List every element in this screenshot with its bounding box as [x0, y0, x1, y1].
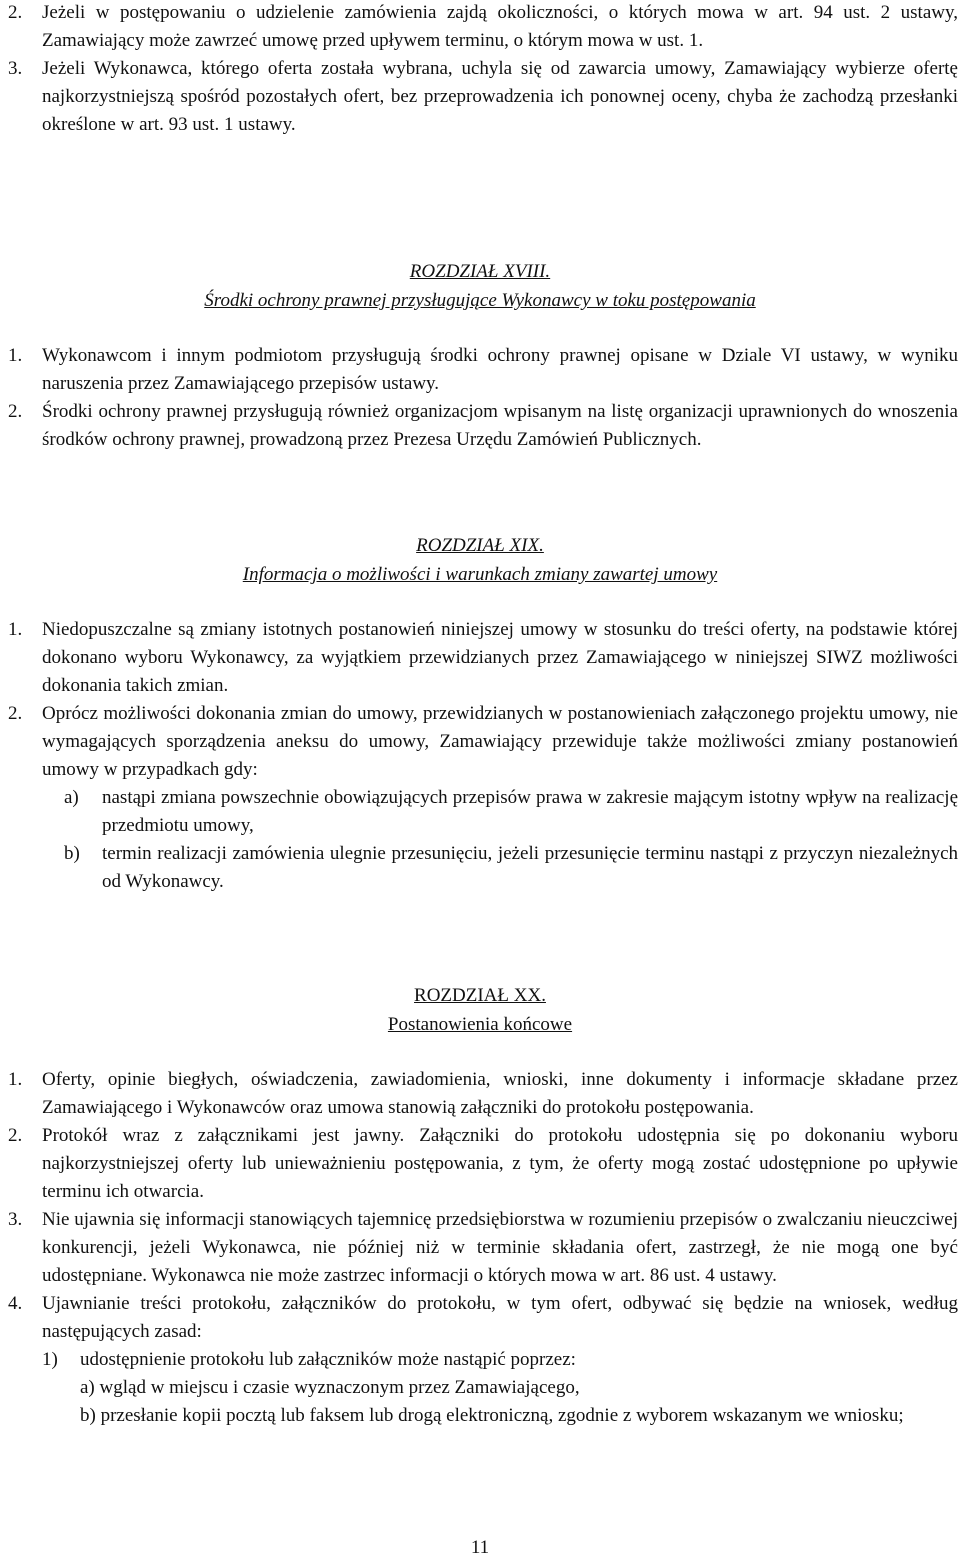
- item-text: Jeżeli Wykonawca, którego oferta została wybrana, uchyla się od zawarcia umowy, Zamawiający wybierze ofertę najkorzystniejszą spośród pozostałych ofert, bez przeprowadzenia ich ponownej oceny, chyba że zachodzą przesłanki określone w art. 93 ust. 1 ustawy.: [42, 58, 958, 135]
- item-text: Oferty, opinie biegłych, oświadczenia, zawiadomienia, wnioski, inne dokumenty i informacje składane przez Zamawiającego i Wykonawców oraz umowa stanowią załączniki do protokołu postępowania.: [42, 1069, 958, 1118]
- point-number: 1): [42, 1349, 58, 1370]
- chapter-18: [0, 257, 960, 315]
- list-item: [0, 342, 960, 398]
- list-item: [0, 55, 960, 139]
- chapter-heading: ROZDZIAŁ XX.: [414, 985, 546, 1006]
- item-number: 2.: [8, 2, 23, 23]
- item-number: 1.: [8, 345, 23, 366]
- list-item: [0, 398, 960, 454]
- item-number: 1.: [8, 619, 23, 640]
- point-sub-item: [0, 1402, 960, 1430]
- list-item: [0, 1122, 960, 1206]
- page-number: 11: [470, 1537, 490, 1558]
- list-item: [0, 1206, 960, 1290]
- chapter-heading: ROZDZIAŁ XIX.: [416, 535, 544, 556]
- list-item: [0, 1066, 960, 1122]
- chapter-subheading: Informacja o możliwości i warunkach zmiany zawartej umowy: [242, 564, 718, 585]
- item-text: Środki ochrony prawnej przysługują również organizacjom wpisanym na listę organizacji uprawnionych do wnoszenia środków ochrony prawnej, prowadzoną przez Prezesa Urzędu Zamówień Publicznych.: [42, 401, 958, 450]
- sub-list-item: [0, 840, 960, 896]
- section-continuation: [0, 0, 960, 139]
- item-text: Nie ujawnia się informacji stanowiących tajemnicę przedsiębiorstwa w rozumieniu przepisów o zwalczaniu nieuczciwej konkurencji, jeżeli Wykonawca, nie później niż w terminie składania ofert, zastrzegł, że nie mogą one być udostępniane. Wykonawca nie może zastrzec informacji o których mowa w art. 86 ust. 4 ustawy.: [42, 1209, 958, 1286]
- chapter-19: [0, 531, 960, 589]
- item-number: 3.: [8, 1209, 23, 1230]
- sub-item-text: nastąpi zmiana powszechnie obowiązujących przepisów prawa w zakresie mającym istotny wpływ na realizację przedmiotu umowy,: [102, 787, 958, 836]
- list-item: [0, 616, 960, 700]
- item-number: 2.: [8, 401, 23, 422]
- item-number: 1.: [8, 1069, 23, 1090]
- sub-item-letter: b): [64, 843, 80, 864]
- item-number: 2.: [8, 1125, 23, 1146]
- point-text: udostępnienie protokołu lub załączników może nastąpić poprzez:: [80, 1349, 576, 1370]
- numbered-point: [0, 1346, 960, 1374]
- chapter-19-items: [0, 616, 960, 896]
- item-text: Protokół wraz z załącznikami jest jawny. Załączniki do protokołu udostępnia się po dokonaniu wyboru najkorzystniejszej oferty lub unieważnieniu postępowania, z tym, że oferty mogą zostać udostępnione po upływie terminu ich otwarcia.: [42, 1125, 958, 1202]
- chapter-heading: ROZDZIAŁ XVIII.: [409, 261, 551, 282]
- item-number: 3.: [8, 58, 23, 79]
- item-text: Ujawnianie treści protokołu, załączników do protokołu, w tym ofert, odbywać się będzie na wniosek, według następujących zasad:: [42, 1293, 958, 1342]
- item-text: Wykonawcom i innym podmiotom przysługują środki ochrony prawnej opisane w Dziale VI ustawy, w wyniku naruszenia przez Zamawiającego przepisów ustawy.: [42, 345, 958, 394]
- item-text: Niedopuszczalne są zmiany istotnych postanowień niniejszej umowy w stosunku do treści oferty, na podstawie której dokonano wyboru Wykonawcy, za wyjątkiem przewidzianych przez Zamawiającego w niniejszej SIWZ możliwości dokonania takich zmian.: [42, 619, 958, 696]
- list-item: [0, 0, 960, 55]
- sub-item-letter: a): [64, 787, 79, 808]
- item-text: Oprócz możliwości dokonania zmian do umowy, przewidzianych w postanowieniach załączonego projektu umowy, nie wymagających sporządzenia aneksu do umowy, Zamawiający przewiduje także możliwości zmiany postanowień umowy w przypadkach gdy:: [42, 703, 958, 780]
- chapter-subheading: Postanowienia końcowe: [387, 1014, 573, 1035]
- chapter-subheading: Środki ochrony prawnej przysługujące Wykonawcy w toku postępowania: [204, 290, 756, 311]
- chapter-20: [0, 981, 960, 1039]
- point-sub-item-text: a) wgląd w miejscu i czasie wyznaczonym przez Zamawiającego,: [80, 1377, 580, 1398]
- list-item: [0, 700, 960, 784]
- chapter-20-items: [0, 1066, 960, 1430]
- item-text: Jeżeli w postępowaniu o udzielenie zamówienia zajdą okoliczności, o których mowa w art. 94 ust. 2 ustawy, Zamawiający może zawrzeć umowę przed upływem terminu, o którym mowa w ust. 1.: [42, 2, 958, 51]
- item-number: 4.: [8, 1293, 23, 1314]
- item-number: 2.: [8, 703, 23, 724]
- point-sub-item-text: b) przesłanie kopii pocztą lub faksem lub drogą elektroniczną, zgodnie z wyborem wskazanym we wniosku;: [80, 1405, 904, 1426]
- point-sub-item: [0, 1374, 960, 1402]
- sub-item-text: termin realizacji zamówienia ulegnie przesunięciu, jeżeli przesunięcie terminu nastąpi z przyczyn niezależnych od Wykonawcy.: [102, 843, 958, 892]
- chapter-18-items: [0, 342, 960, 454]
- list-item: [0, 1290, 960, 1346]
- sub-list-item: [0, 784, 960, 840]
